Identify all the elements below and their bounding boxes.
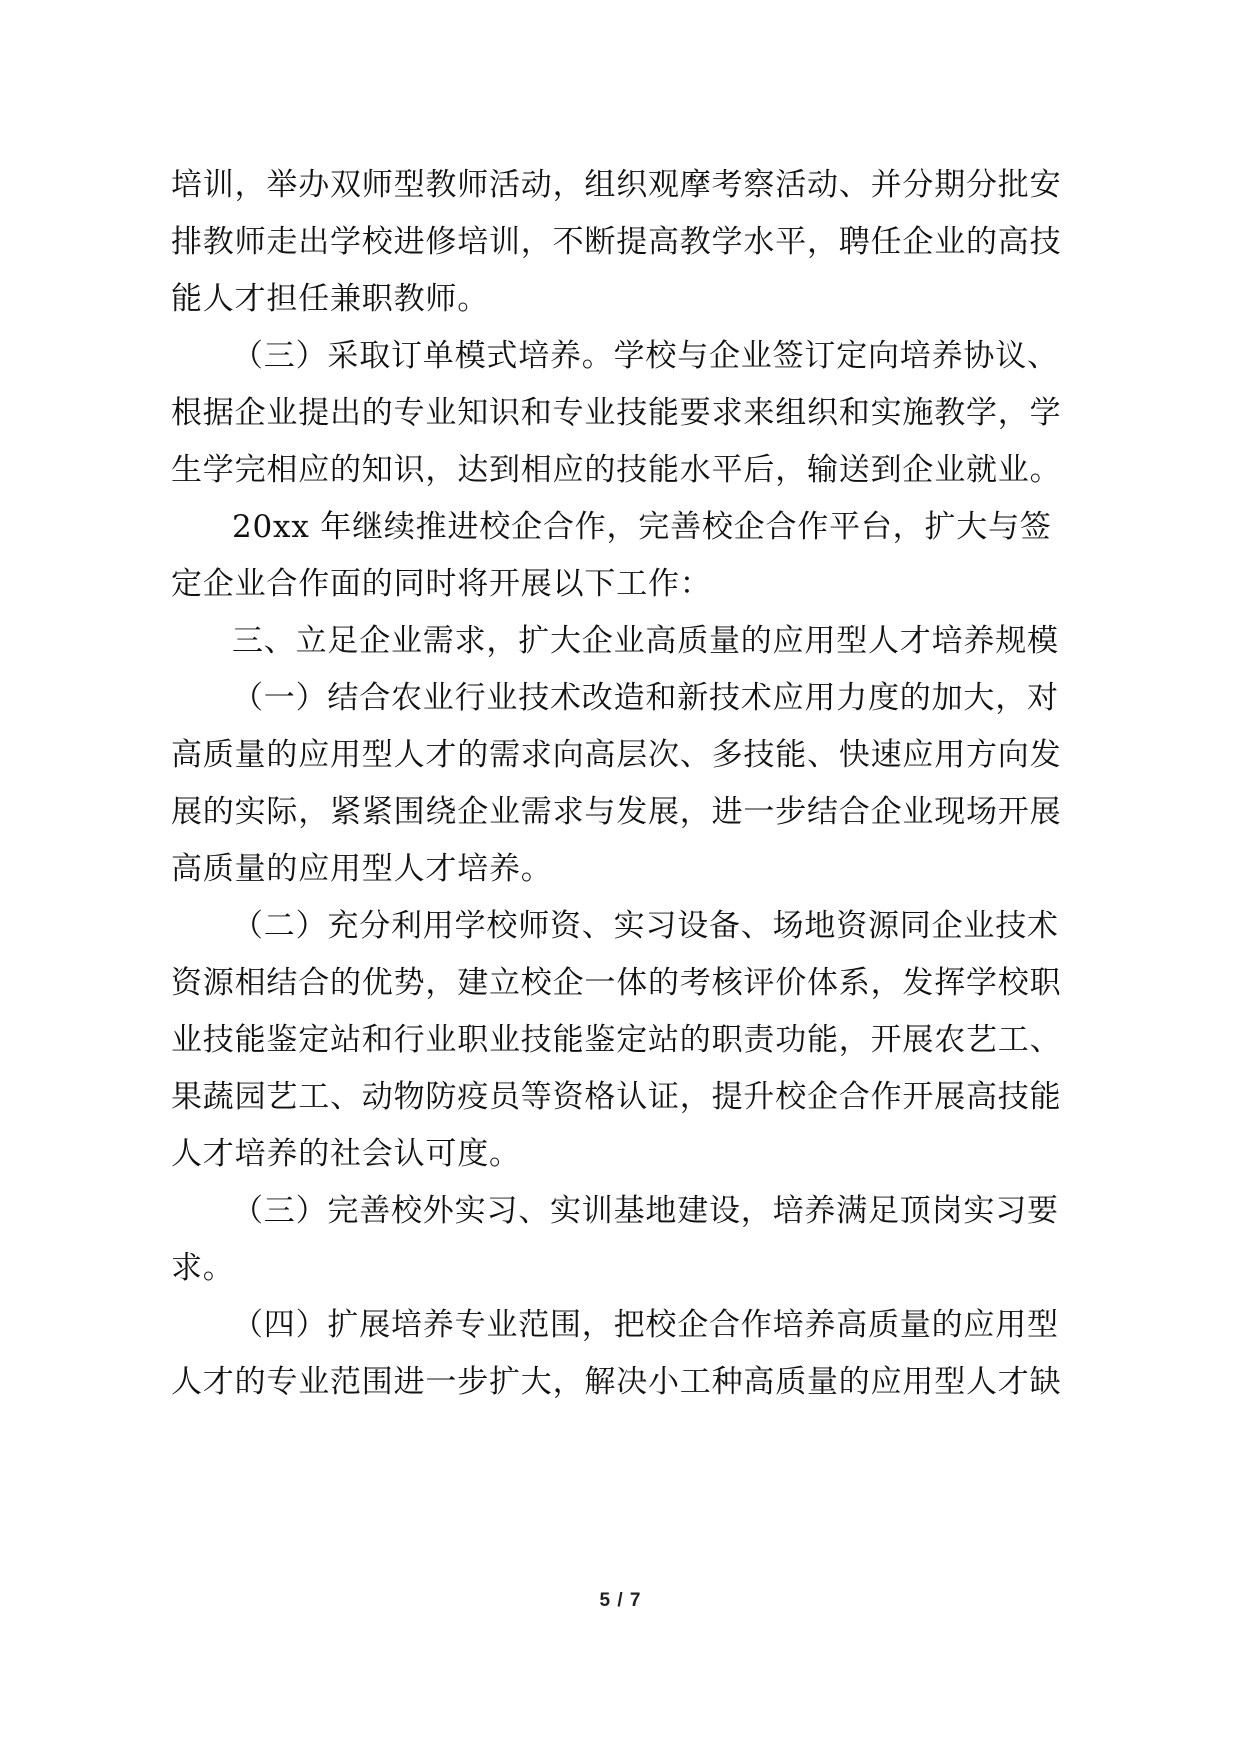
text-line: 资源相结合的优势，建立校企一体的考核评价体系，发挥学校职 xyxy=(171,965,1062,1001)
text-line: 培训，举办双师型教师活动，组织观摩考察活动、并分期分批安 xyxy=(171,167,1062,203)
text-line: 果蔬园艺工、动物防疫员等资格认证，提升校企合作开展高技能 xyxy=(171,1079,1062,1115)
text-line: 生学完相应的知识，达到相应的技能水平后，输送到企业就业。 xyxy=(171,452,1062,488)
text-line: 求。 xyxy=(171,1250,235,1286)
text-line: 能人才担任兼职教师。 xyxy=(171,281,489,317)
text-line: （二）充分利用学校师资、实习设备、场地资源同企业技术 xyxy=(232,908,1059,944)
text-line: （一）结合农业行业技术改造和新技术应用力度的加大，对 xyxy=(232,680,1059,716)
text-line: 业技能鉴定站和行业职业技能鉴定站的职责功能，开展农艺工、 xyxy=(171,1022,1062,1058)
text-line: （四）扩展培养专业范围，把校企合作培养高质量的应用型 xyxy=(232,1307,1059,1343)
text-line: 定企业合作面的同时将开展以下工作： xyxy=(171,566,712,602)
text-line: 展的实际，紧紧围绕企业需求与发展，进一步结合企业现场开展 xyxy=(171,794,1062,830)
text-line: 高质量的应用型人才培养。 xyxy=(171,851,553,887)
text-line: 人才培养的社会认可度。 xyxy=(171,1136,521,1172)
text-line: 排教师走出学校进修培训，不断提高教学水平，聘任企业的高技 xyxy=(171,224,1062,260)
text-line: 高质量的应用型人才的需求向高层次、多技能、快速应用方向发 xyxy=(171,737,1062,773)
page-number: 5 / 7 xyxy=(599,1590,642,1611)
text-line: 根据企业提出的专业知识和专业技能要求来组织和实施教学，学 xyxy=(171,395,1062,431)
text-line: 人才的专业范围进一步扩大，解决小工种高质量的应用型人才缺 xyxy=(171,1364,1062,1400)
text-line: 20xx 年继续推进校企合作，完善校企合作平台，扩大与签 xyxy=(232,509,1052,545)
section-heading: 三、立足企业需求，扩大企业高质量的应用型人才培养规模 xyxy=(232,623,1059,659)
text-line: （三）采取订单模式培养。学校与企业签订定向培养协议、 xyxy=(232,338,1059,374)
text-line: （三）完善校外实习、实训基地建设，培养满足顶岗实习要 xyxy=(232,1193,1059,1229)
